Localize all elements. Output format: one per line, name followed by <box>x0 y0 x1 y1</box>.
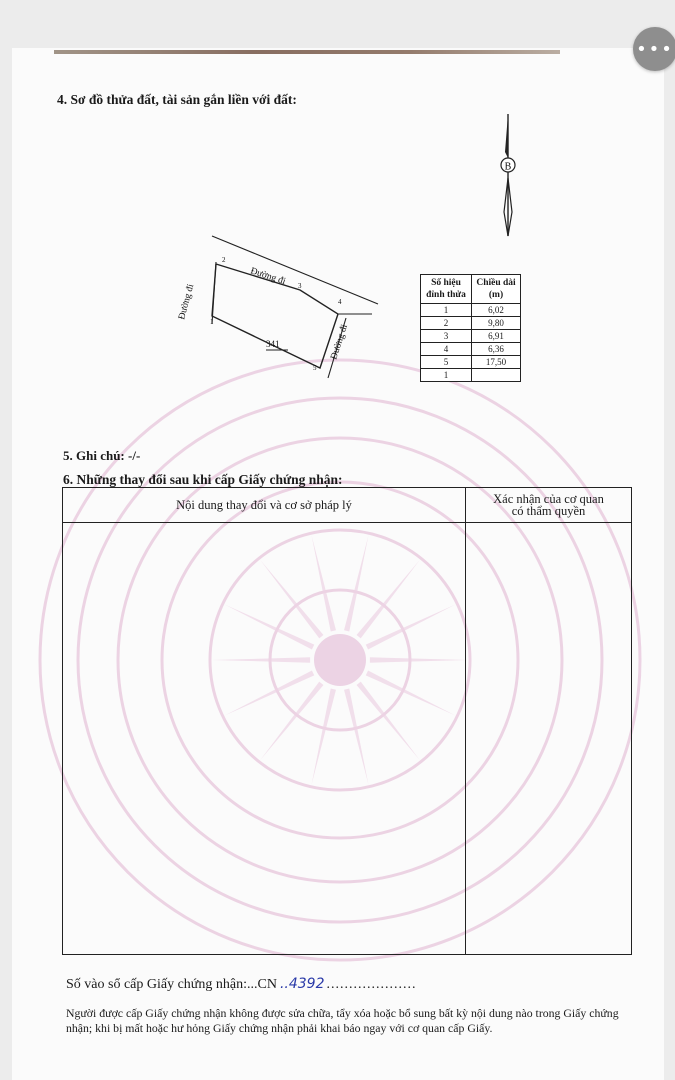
changes-confirmation-cell <box>467 523 631 953</box>
table-row: 4 6,36 <box>421 343 521 356</box>
table-row: 2 9,80 <box>421 317 521 330</box>
parcel-sketch <box>160 232 390 392</box>
column-divider <box>465 522 466 954</box>
road-top-label: Đường đi <box>249 266 287 288</box>
header-vertex: Số hiệu đỉnh thửa <box>421 275 472 304</box>
changes-table <box>62 487 632 955</box>
parcel-number: 341 <box>266 339 280 349</box>
registration-label: Số vào sổ cấp Giấy chứng nhận:...CN <box>66 977 277 992</box>
edge-length-table <box>420 274 521 382</box>
compass-label: B <box>504 161 512 173</box>
more-options-button[interactable] <box>633 27 675 71</box>
north-arrow-icon <box>493 112 523 238</box>
changes-header-confirmation: Xác nhận của cơ quan có thẩm quyền <box>466 488 631 523</box>
changes-content-cell <box>63 523 465 953</box>
table-row: 1 6,02 <box>421 304 521 317</box>
paper-edge <box>54 50 560 54</box>
vertex-4: 4 <box>338 298 342 306</box>
vertex-5: 5 <box>313 364 317 372</box>
section-4-title: 4. Sơ đồ thửa đất, tài sản gắn liền với đất: <box>57 92 297 107</box>
road-right-label: Đường đi <box>329 323 351 361</box>
changes-header-content: Nội dung thay đổi và cơ sở pháp lý <box>63 488 466 523</box>
section-5-title: 5. Ghi chú: -/- <box>63 448 141 463</box>
section-6-title: 6. Những thay đổi sau khi cấp Giấy chứng nhận: <box>63 472 343 487</box>
more-horizontal-icon: ••• <box>636 38 674 60</box>
registration-dots: .................... <box>326 977 417 992</box>
road-left-label: Đường đi <box>177 283 197 321</box>
vertex-3: 3 <box>298 282 302 290</box>
table-row: 5 17,50 <box>421 356 521 369</box>
table-row: 3 6,91 <box>421 330 521 343</box>
footnote-text: Người được cấp Giấy chứng nhận không được sửa chữa, tẩy xóa hoặc bổ sung bất kỳ nội dung nào trong Giấy chứng nhận; khi bị mất hoặc hư hỏng Giấy chứng nhận phải khai báo ngay với cơ quan cấp Giấy. <box>66 1006 619 1035</box>
vertex-1: 1 <box>210 318 214 326</box>
registration-number: ..4392 <box>279 976 325 992</box>
table-row: 1 <box>421 369 521 382</box>
header-length: Chiều dài (m) <box>472 275 521 304</box>
registration-line <box>66 976 416 993</box>
vertex-2: 2 <box>222 256 226 264</box>
